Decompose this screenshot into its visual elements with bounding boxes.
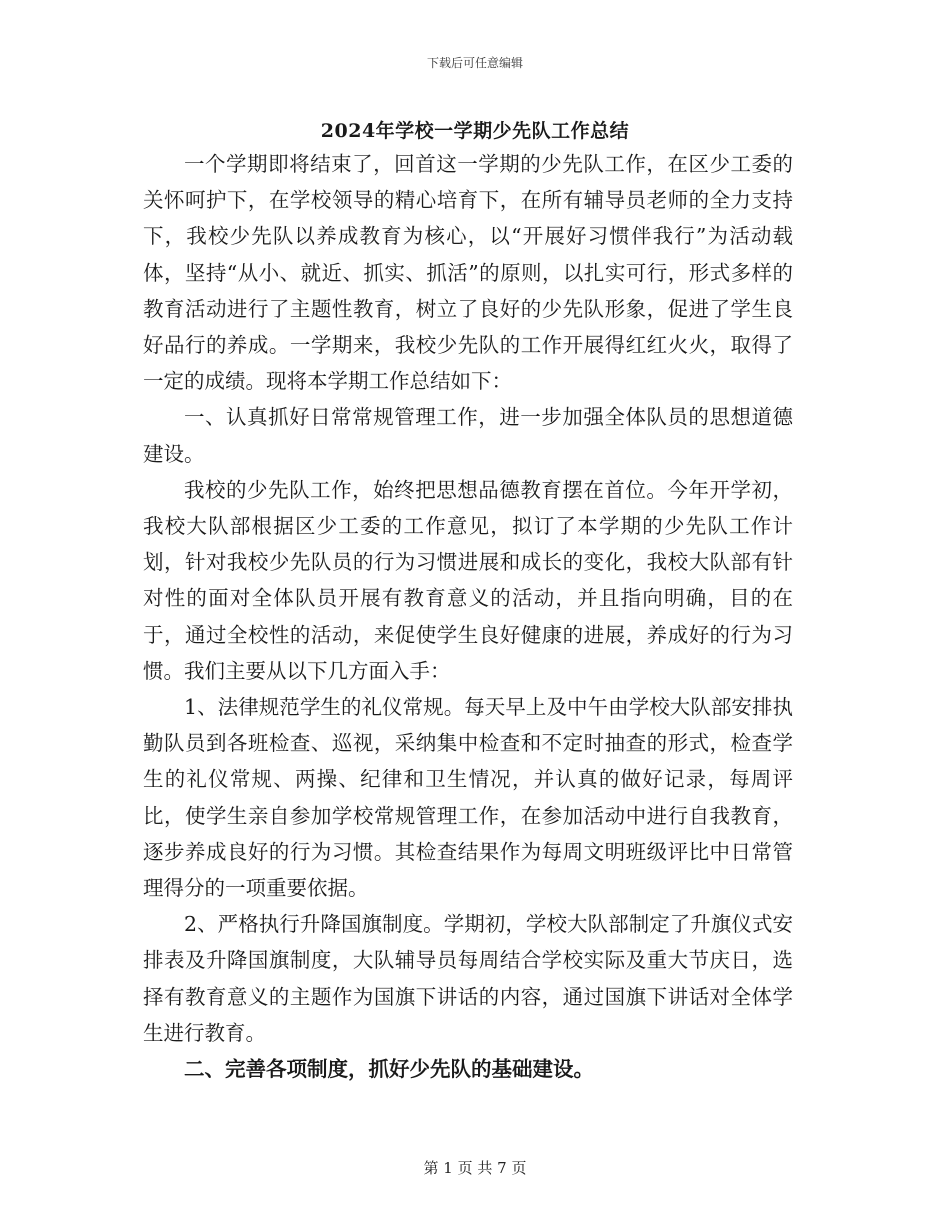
paragraph-moral-education: 我校的少先队工作，始终把思想品德教育摆在首位。今年开学初，我校大队部根据区少工委的工作意见，拟订了本学期的少先队工作计划，针对我校少先队员的行为习惯进展和成长的变化，我校大队部有针对性的面对全体队员开展有教育意义的活动，并且指向明确，目的在于，通过全校性的活动，来促使学生良好健康的进展，养成好的行为习惯。我们主要从以下几方面入手： (143, 477, 793, 683)
paragraph-section-heading-2: 二、完善各项制度，抓好少先队的基础建设。 (184, 1057, 594, 1082)
paragraph-section-heading-1: 一、认真抓好日常常规管理工作，进一步加强全体队员的思想道德建设。 (143, 405, 793, 466)
document-title: 2024年学校一学期少先队工作总结 (320, 120, 630, 142)
page-number: 第 1 页 共 7 页 (423, 1159, 527, 1177)
paragraph-flag-ceremony: 2、严格执行升降国旗制度。学期初，学校大队部制定了升旗仪式安排表及升降国旗制度，大队辅导员每周结合学校实际及重大节庆日，选择有教育意义的主题作为国旗下讲话的内容，通过国旗下讲话对全体学生进行教育。 (143, 912, 793, 1045)
document-body (143, 146, 793, 1087)
header-note: 下载后可任意编辑 (426, 56, 523, 70)
paragraph-intro: 一个学期即将结束了，回首这一学期的少先队工作，在区少工委的关怀呵护下，在学校领导的精心培育下，在所有辅导员老师的全力支持下，我校少先队以养成教育为核心，以“开展好习惯伴我行”为活动载体，坚持“从小、就近、抓实、抓活”的原则，以扎实可行，形式多样的教育活动进行了主题性教育，树立了良好的少先队形象，促进了学生良好品行的养成。一学期来，我校少先队的工作开展得红红火火，取得了一定的成绩。现将本学期工作总结如下： (143, 152, 793, 394)
paragraph-etiquette-routine: 1、法律规范学生的礼仪常规。每天早上及中午由学校大队部安排执勤队员到各班检查、巡视，采纳集中检查和不定时抽查的形式，检查学生的礼仪常规、两操、纪律和卫生情况，并认真的做好记录，每周评比，使学生亲自参加学校常规管理工作，在参加活动中进行自我教育，逐步养成良好的行为习惯。其检查结果作为每周文明班级评比中日常管理得分的一项重要依据。 (143, 695, 793, 901)
